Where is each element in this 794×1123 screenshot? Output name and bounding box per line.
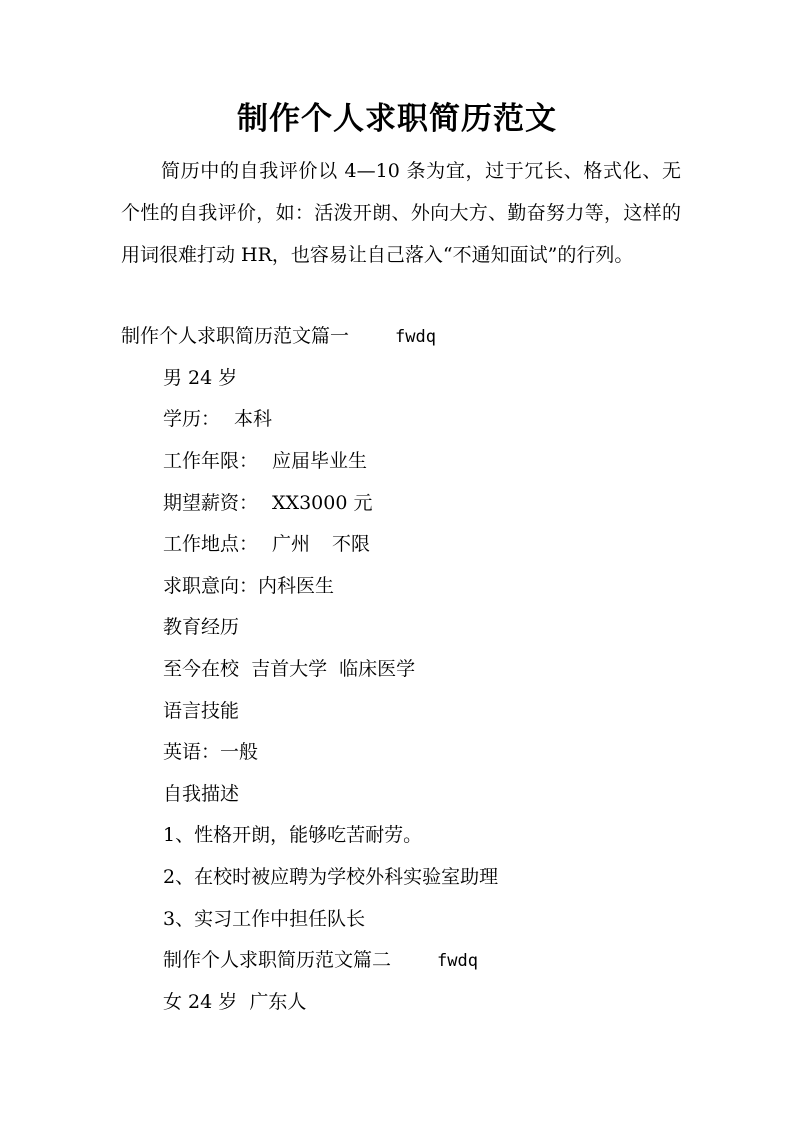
- job-intention: 求职意向：内科医生: [163, 575, 335, 597]
- location-extra: 不限: [332, 533, 371, 555]
- education-value: 本科: [234, 408, 273, 430]
- education-line: 至今在校 吉首大学 临床医学: [163, 658, 416, 680]
- self-description-heading: 自我描述: [163, 783, 240, 805]
- section2-heading-line: [163, 946, 478, 975]
- location-row: [163, 530, 370, 558]
- section1-heading-line: [121, 322, 436, 351]
- section2-heading: 制作个人求职简历范文篇二: [163, 949, 392, 971]
- section2-code: fwdq: [437, 951, 478, 971]
- salary-row: [163, 489, 372, 517]
- self-description-item-1: 1、性格开朗，能够吃苦耐劳。: [163, 824, 423, 846]
- salary-value: XX3000 元: [272, 492, 373, 514]
- work-years-label: 工作年限：: [163, 450, 259, 472]
- intro-paragraph: 简历中的自我评价以 4—10 条为宜，过于冗长、格式化、无个性的自我评价，如：活泼开朗、外向大方、勤奋努力等，这样的用词很难打动 HR，也容易让自己落入“不通知面试”的行列。: [121, 160, 681, 266]
- location-label: 工作地点：: [163, 533, 259, 555]
- education-heading: 教育经历: [163, 616, 240, 638]
- language-heading: 语言技能: [163, 700, 240, 722]
- gender-age: 男 24 岁: [163, 367, 238, 389]
- work-years-value: 应届毕业生: [272, 450, 368, 472]
- self-description-item-2: 2、在校时被应聘为学校外科实验室助理: [163, 866, 499, 888]
- work-years-row: [163, 447, 367, 475]
- language-line: 英语：一般: [163, 741, 259, 763]
- self-description-item-3: 3、实习工作中担任队长: [163, 908, 366, 930]
- page-title: 制作个人求职简历范文: [237, 101, 557, 137]
- salary-label: 期望薪资：: [163, 492, 259, 514]
- education-row: [163, 405, 272, 433]
- section1-code: fwdq: [395, 327, 436, 347]
- location-city: 广州: [272, 533, 311, 555]
- section2-gender-age: 女 24 岁 广东人: [163, 991, 307, 1013]
- education-label: 学历：: [163, 408, 221, 430]
- section1-heading: 制作个人求职简历范文篇一: [121, 325, 350, 347]
